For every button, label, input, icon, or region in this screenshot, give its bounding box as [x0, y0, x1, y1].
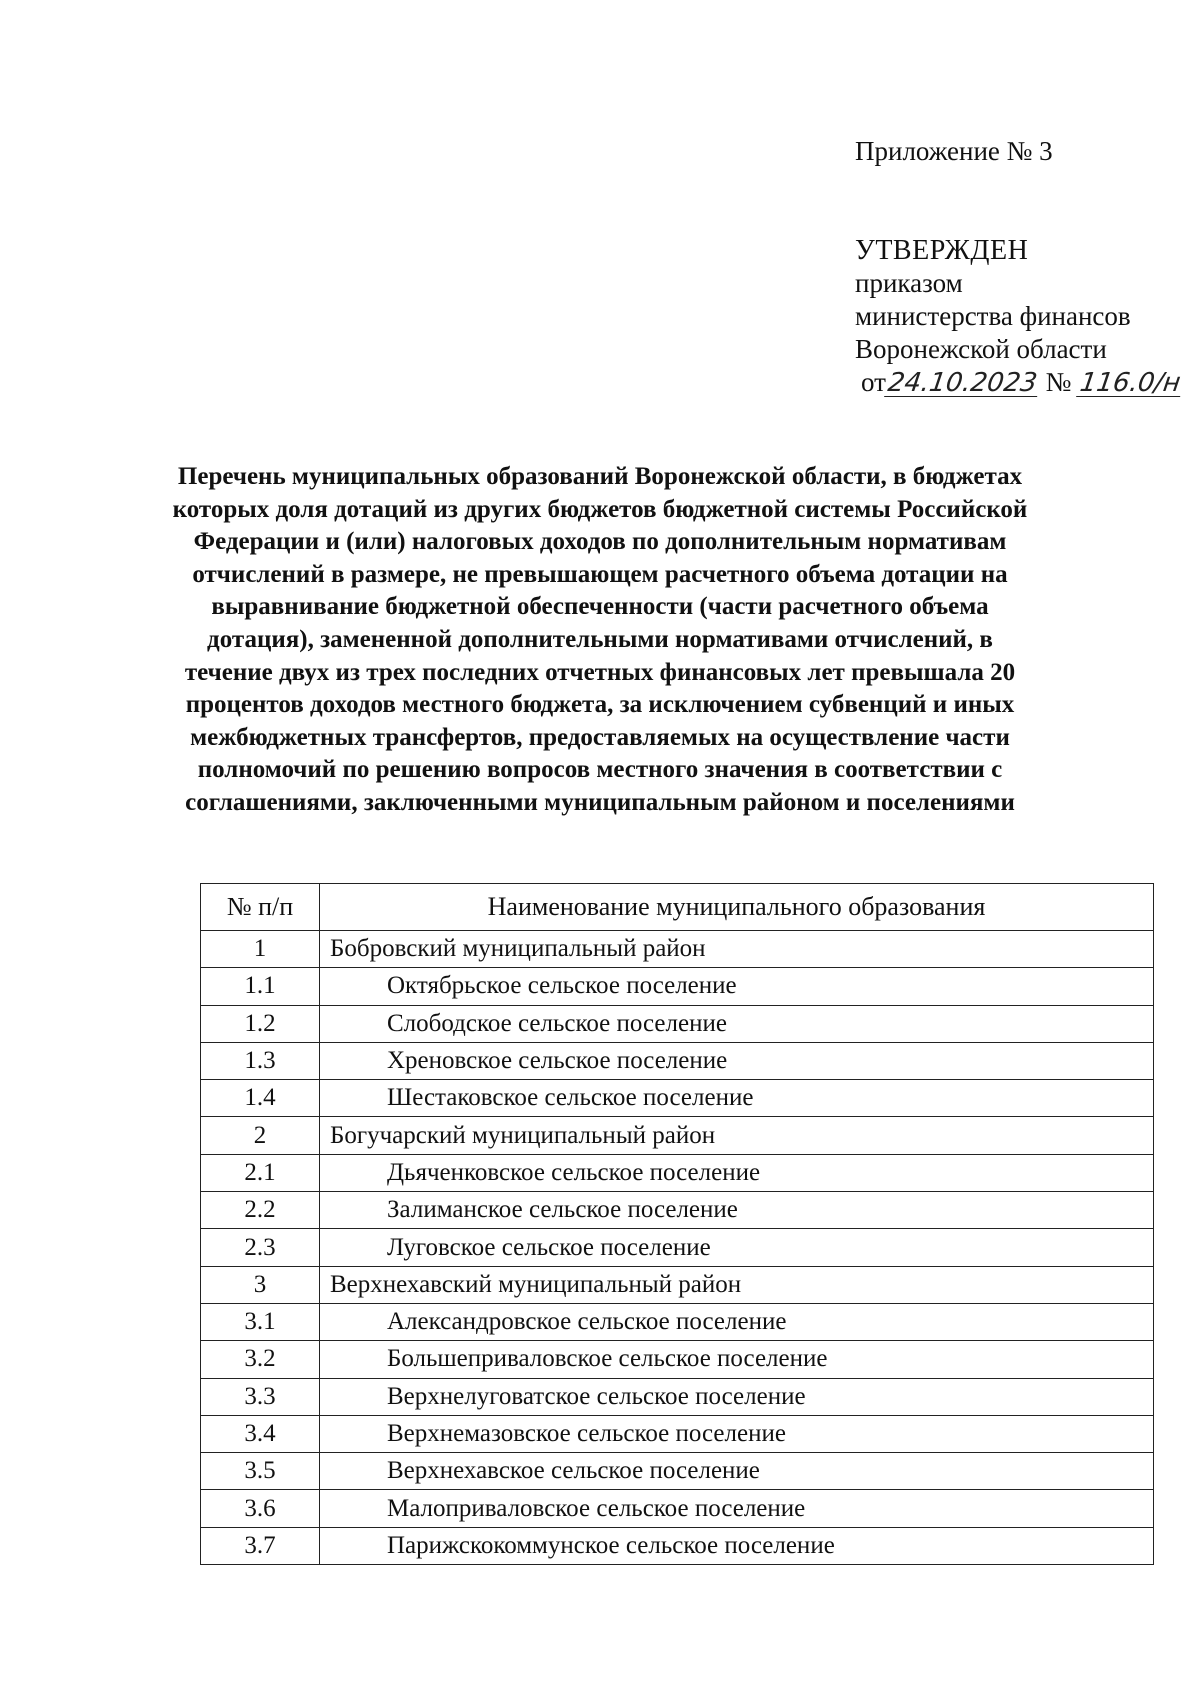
number-prefix: № — [1045, 367, 1072, 397]
table-row — [201, 1527, 1154, 1564]
row-number: 2.1 — [201, 1154, 320, 1191]
row-number: 3 — [201, 1266, 320, 1303]
row-number: 3.6 — [201, 1490, 320, 1527]
row-number: 1.3 — [201, 1042, 320, 1079]
row-municipality-name: Залиманское сельское поселение — [320, 1192, 1154, 1229]
approval-block — [855, 234, 1182, 399]
row-number: 3.3 — [201, 1378, 320, 1415]
table-row — [201, 1117, 1154, 1154]
table-row — [201, 1453, 1154, 1490]
row-municipality-name: Большеприваловское сельское поселение — [320, 1341, 1154, 1378]
row-municipality-name: Богучарский муниципальный район — [320, 1117, 1154, 1154]
row-number: 3.1 — [201, 1303, 320, 1340]
row-municipality-name: Верхнехавское сельское поселение — [320, 1453, 1154, 1490]
row-number: 1.1 — [201, 968, 320, 1005]
row-municipality-name: Малоприваловское сельское поселение — [320, 1490, 1154, 1527]
row-municipality-name: Слободское сельское поселение — [320, 1005, 1154, 1042]
column-header-number: № п/п — [201, 884, 320, 931]
row-number: 2.2 — [201, 1192, 320, 1229]
table-row — [201, 1415, 1154, 1452]
table-row — [201, 1490, 1154, 1527]
row-municipality-name: Хреновское сельское поселение — [320, 1042, 1154, 1079]
row-municipality-name: Луговское сельское поселение — [320, 1229, 1154, 1266]
table-row — [201, 1229, 1154, 1266]
row-number: 3.4 — [201, 1415, 320, 1452]
document-title: Перечень муниципальных образований Воронежской области, в бюджетах которых доля дотаций из других бюджетов бюджетной системы Российской Федерации и (или) налоговых доходов по дополнительным нормативам отчислений в размере, не превышающем расчетного объема дотации на выравнивание бюджетной обеспеченности (части расчетного объема дотация), замененной дополнительными нормативами отчислений, в течение двух из трех последних отчетных финансовых лет превышала 20 процентов доходов местного бюджета, за исключением субвенций и иных межбюджетных трансфертов, предоставляемых на осуществление части полномочий по решению вопросов местного значения в соответствии с соглашениями, заключенными муниципальным районом и поселениями — [172, 463, 1028, 816]
table-row — [201, 1266, 1154, 1303]
table-header-row — [201, 884, 1154, 931]
approval-order-line-1: приказом — [855, 268, 963, 298]
row-municipality-name: Верхнелуговатское сельское поселение — [320, 1378, 1154, 1415]
table-row — [201, 968, 1154, 1005]
table-row — [201, 1378, 1154, 1415]
municipalities-table — [200, 883, 1154, 1565]
table-row — [201, 1042, 1154, 1079]
row-number: 3.7 — [201, 1527, 320, 1564]
row-municipality-name: Бобровский муниципальный район — [320, 931, 1154, 968]
table-row — [201, 931, 1154, 968]
approval-date-line — [861, 366, 1182, 399]
row-number: 1.4 — [201, 1080, 320, 1117]
column-header-name: Наименование муниципального образования — [320, 884, 1154, 931]
row-municipality-name: Парижскокоммунское сельское поселение — [320, 1527, 1154, 1564]
row-number: 3.5 — [201, 1453, 320, 1490]
table-row — [201, 1303, 1154, 1340]
row-municipality-name: Верхнехавский муниципальный район — [320, 1266, 1154, 1303]
table-row — [201, 1005, 1154, 1042]
table-row — [201, 1341, 1154, 1378]
row-number: 2 — [201, 1117, 320, 1154]
appendix-label: Приложение № 3 — [855, 136, 1053, 166]
approval-order-line-3: Воронежской области — [855, 334, 1107, 364]
row-number: 2.3 — [201, 1229, 320, 1266]
row-municipality-name: Александровское сельское поселение — [320, 1303, 1154, 1340]
row-municipality-name: Дьяченковское сельское поселение — [320, 1154, 1154, 1191]
table-row — [201, 1154, 1154, 1191]
table-row — [201, 1192, 1154, 1229]
row-number: 3.2 — [201, 1341, 320, 1378]
row-municipality-name: Верхнемазовское сельское поселение — [320, 1415, 1154, 1452]
row-number: 1 — [201, 931, 320, 968]
table-row — [201, 1080, 1154, 1117]
row-municipality-name: Шестаковское сельское поселение — [320, 1080, 1154, 1117]
date-prefix: от — [861, 367, 886, 397]
approved-stamp-text: УТВЕРЖДЕН — [855, 235, 1029, 266]
row-number: 1.2 — [201, 1005, 320, 1042]
table-body — [201, 931, 1154, 1565]
row-municipality-name: Октябрьское сельское поселение — [320, 968, 1154, 1005]
approval-order-line-2: министерства финансов — [855, 301, 1131, 331]
handwritten-number: 116.0/н — [1078, 368, 1183, 398]
handwritten-date: 24.10.2023 — [885, 368, 1040, 398]
